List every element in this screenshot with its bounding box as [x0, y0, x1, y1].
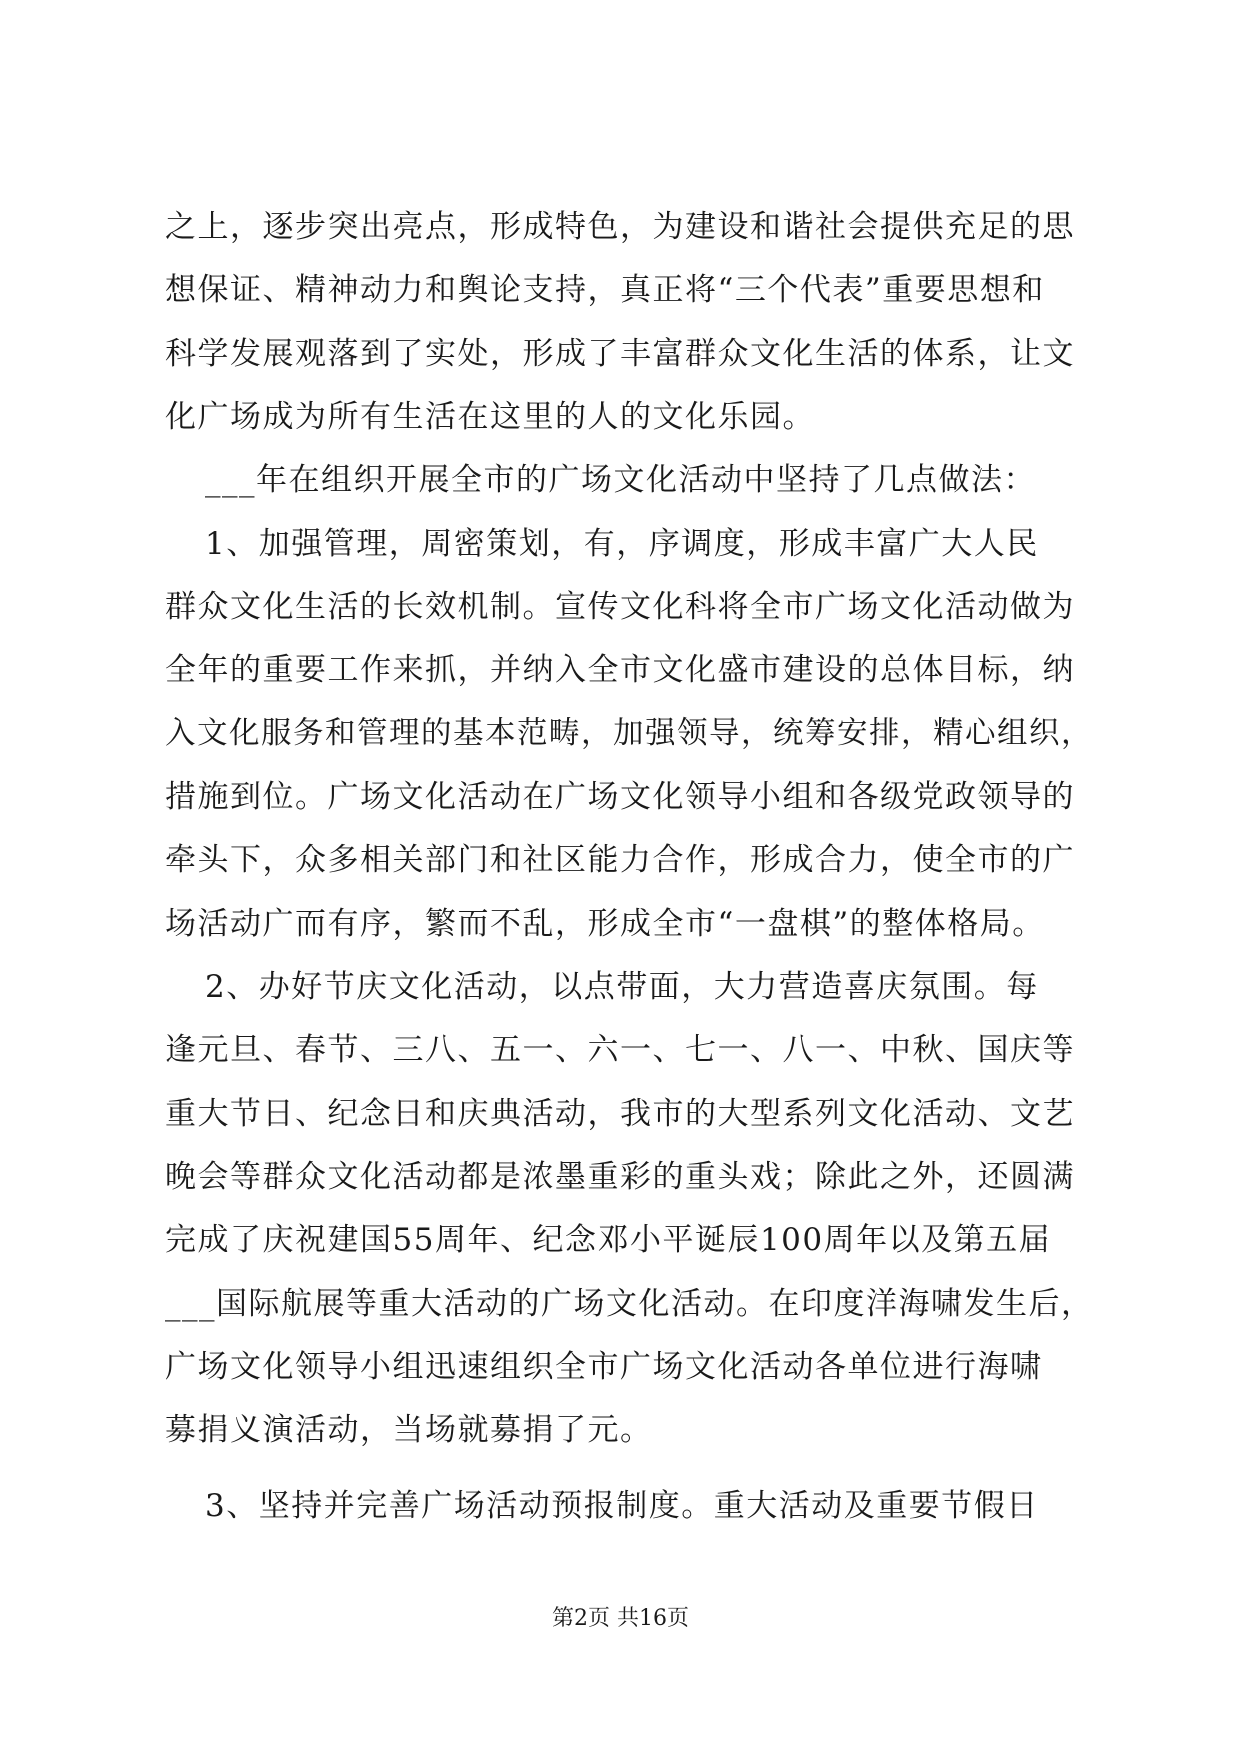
body-text-line: 想保证、精神动力和舆论支持，真正将“三个代表”重要思想和 [165, 272, 1045, 308]
body-text-line: 广场文化领导小组迅速组织全市广场文化活动各单位进行海啸 [165, 1349, 1043, 1385]
body-text-line: 重大节日、纪念日和庆典活动，我市的大型系列文化活动、文艺 [165, 1096, 1075, 1132]
body-text-line: 募捐义演活动，当场就募捐了元。 [165, 1412, 653, 1448]
body-text-line: 措施到位。广场文化活动在广场文化领导小组和各级党政领导的 [165, 779, 1075, 815]
body-text-line: 化广场成为所有生活在这里的人的文化乐园。 [165, 399, 815, 435]
body-text-line: 完成了庆祝建国55周年、纪念邓小平诞辰100周年以及第五届 [165, 1222, 1052, 1258]
body-text-line: 晚会等群众文化活动都是浓墨重彩的重头戏；除此之外，还圆满 [165, 1159, 1075, 1195]
paragraph-first-line: ___年在组织开展全市的广场文化活动中坚持了几点做法： [205, 462, 1036, 498]
body-text-line: 科学发展观落到了实处，形成了丰富群众文化生活的体系，让文 [165, 336, 1075, 372]
body-text-line: 之上，逐步突出亮点，形成特色，为建设和谐社会提供充足的思 [165, 209, 1075, 245]
body-text-line: 牵头下，众多相关部门和社区能力合作，形成合力，使全市的广 [165, 842, 1075, 878]
body-text-line: 全年的重要工作来抓，并纳入全市文化盛市建设的总体目标，纳 [165, 652, 1075, 688]
body-text-line: 群众文化生活的长效机制。宣传文化科将全市广场文化活动做为 [165, 589, 1075, 625]
body-text-line: ___国际航展等重大活动的广场文化活动。在印度洋海啸发生后， [165, 1286, 1094, 1322]
page-footer: 第2页 共16页 [552, 1606, 689, 1631]
body-text-line: 逢元旦、春节、三八、五一、六一、七一、八一、中秋、国庆等 [165, 1032, 1075, 1068]
body-text-line: 场活动广而有序，繁而不乱，形成全市“一盘棋”的整体格局。 [165, 906, 1045, 942]
paragraph-first-line: 1、加强管理，周密策划，有，序调度，形成丰富广大人民 [205, 526, 1039, 562]
paragraph-first-line: 3、坚持并完善广场活动预报制度。重大活动及重要节假日 [205, 1488, 1039, 1524]
paragraph-first-line: 2、办好节庆文化活动，以点带面，大力营造喜庆氛围。每 [205, 969, 1039, 1005]
body-text-line: 入文化服务和管理的基本范畴，加强领导，统筹安排，精心组织， [165, 716, 1093, 751]
